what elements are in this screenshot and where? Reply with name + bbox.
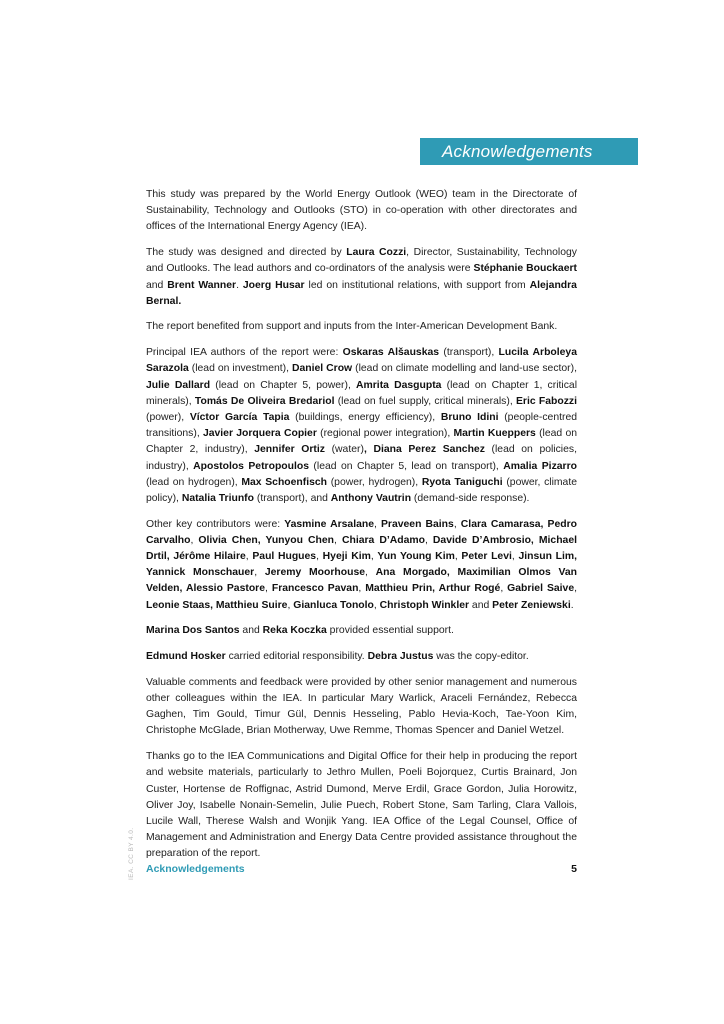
contributor-name: Brent Wanner (167, 279, 237, 291)
text-run: (demand-side response). (411, 492, 530, 504)
text-run: , (245, 551, 253, 563)
text-run: , (511, 551, 519, 563)
text-run: Other key contributors were: (146, 518, 285, 530)
text-run: , (287, 599, 294, 611)
text-run: (transport), and (253, 492, 331, 504)
contributor-name: Hyeji Kim (322, 551, 371, 563)
footer-section-title: Acknowledgements (146, 863, 245, 875)
text-run: , (365, 567, 376, 579)
contributor-name: Peter Zeniewski (492, 599, 571, 611)
text-run: (lead on climate modelling and land-use sector), (352, 363, 577, 375)
text-run: Valuable comments and feedback were provided by other senior management and numerous other colleagues within the IEA. In particular Mary Warlick, Araceli Fernández, Rebecca Gaghen, Tim Gould, Timur Gül, Dennis Hesseling, Pablo Hevia-Koch, Tae-Yoon Kim, Christophe McGlade, Brian Motherway, Uwe Remme, Thomas Spencer and Daniel Wetzel. (146, 676, 577, 737)
text-run: (lead on Chapter 5, power), (210, 379, 357, 391)
text-run: . (570, 599, 574, 611)
text-run: (lead on investment), (188, 363, 292, 375)
contributor-name: Ana Morgado, Maximilian Olmos Van Velden, Alessio Pastore (146, 567, 577, 595)
text-run: (power), (146, 411, 190, 423)
contributor-name: Amrita Dasgupta (356, 379, 442, 391)
text-run: The report benefited from support and inputs from the Inter-American Development Bank. (146, 321, 558, 333)
contributor-name: Debra Justus (367, 651, 434, 663)
text-run: led on institutional relations, with support from (304, 279, 530, 291)
contributor-name: Matthieu Prin, Arthur Rogé (365, 583, 501, 595)
contributor-name: Davide D’Ambrosio, Michael Drtil, Jérôme Hilaire (146, 534, 577, 563)
contributor-name: Max Schoenfisch (241, 476, 328, 488)
contributor-name: Laura Cozzi (346, 247, 407, 259)
text-run: , (358, 583, 366, 595)
contributor-name: Natalia Triunfo (181, 492, 254, 504)
text-run: , (254, 567, 265, 579)
paragraph (146, 319, 577, 335)
contributor-name: Jennifer Ortiz (254, 444, 325, 456)
text-run: , (574, 583, 577, 595)
text-run: and (146, 279, 168, 291)
paragraph (146, 517, 577, 614)
paragraph (146, 187, 577, 236)
contributor-name: Peter Levi (461, 551, 512, 563)
contributor-name: Julie Dallard (146, 379, 211, 391)
contributor-name: Martin Kueppers (453, 428, 536, 440)
contributor-name: Francesco Pavan (271, 583, 359, 595)
text-run: , (265, 583, 272, 595)
contributor-name: Jeremy Moorhouse (264, 567, 366, 579)
text-run: (water) (324, 444, 364, 456)
contributor-name: Anthony Vautrin (330, 492, 412, 504)
text-run: Thanks go to the IEA Communications and Digital Office for their help in producing the report and website materials, particularly to Jethro Mullen, Poeli Bojorquez, Curtis Brainard, Jon Custer, Hortense de Roffignac, Astrid Dumond, Merve Erdil, Grace Gordon, Julia Horowitz, Oliver Joy, Isabelle Nonain-Semelin, Julie Puech, Robert Stone, Sam Tarling, Clara Vallois, Lucile Wall, Therese Walsh and Wonjik Yang. IEA Office of the Legal Counsel, Office of Management and Administration and Energy Data Centre provided assistance throughout the preparation of the report. (146, 751, 577, 860)
body-text (146, 187, 577, 872)
contributor-name: Paul Hugues (252, 551, 317, 563)
contributor-name: Amalia Pizarro (503, 460, 577, 472)
contributor-name: Jinsun Lim, Yannick Monschauer (146, 551, 577, 579)
text-run: , (370, 551, 378, 563)
text-run: and (239, 625, 263, 637)
paragraph (146, 245, 577, 310)
text-run: (lead on Chapter 1, critical minerals), (146, 379, 578, 407)
contributor-name: Joerg Husar (242, 279, 305, 291)
contributor-name: Javier Jorquera Copier (202, 428, 317, 440)
contributor-name: Leonie Staas, Matthieu Suire (146, 599, 288, 611)
text-run: , (453, 518, 461, 530)
text-run: (lead on fuel supply, critical minerals), (334, 395, 516, 407)
contributor-name: Ryota Taniguchi (421, 476, 503, 488)
contributor-name: Apostolos Petropoulos (193, 460, 309, 472)
text-run: , (374, 518, 381, 530)
contributor-name: , Diana Perez Sanchez (363, 444, 485, 456)
contributor-name: Gianluca Tonolo (293, 599, 374, 611)
text-run: , (190, 534, 199, 546)
text-run: and (469, 599, 493, 611)
license-watermark: IEA. CC BY 4.0. (128, 827, 135, 880)
text-run: (lead on Chapter 2, industry), (146, 428, 578, 456)
contributor-name: Marina Dos Santos (146, 625, 240, 637)
text-run: provided essential support. (326, 625, 454, 637)
contributor-name: Eric Fabozzi (516, 395, 578, 407)
text-run: (lead on Chapter 5, lead on transport), (309, 460, 504, 472)
text-run: (transport), (439, 347, 499, 359)
paragraph (146, 623, 577, 639)
text-run: , (373, 599, 380, 611)
contributor-name: Gabriel Saive (507, 583, 575, 595)
paragraph (146, 675, 577, 740)
contributor-name: Yasmine Arsalane (284, 518, 374, 530)
text-run: (power, climate policy), (146, 476, 577, 504)
contributor-name: Stéphanie Bouckaert (473, 263, 577, 275)
text-run: carried editorial responsibility. (225, 651, 368, 663)
text-run: (regional power integration), (316, 428, 454, 440)
text-run: (lead on policies, industry), (146, 444, 577, 472)
text-run: (buildings, energy efficiency), (289, 411, 441, 423)
text-run: was the copy-editor. (433, 651, 529, 663)
text-run: . (236, 279, 243, 291)
text-run: This study was prepared by the World Energy Outlook (WEO) team in the Directorate of Sustainability, Technology and Outlooks (STO) in co-operation with other directorates and offices of the International Energy Agency (IEA). (146, 189, 577, 233)
text-run: , (334, 534, 342, 546)
text-run: , (500, 583, 508, 595)
contributor-name: Bruno Idini (440, 411, 499, 423)
chapter-title: Acknowledgements (442, 142, 593, 161)
contributor-name: Praveen Bains (380, 518, 454, 530)
contributor-name: Tomás De Oliveira Bredariol (194, 395, 335, 407)
text-run: Principal IEA authors of the report were: (146, 347, 343, 359)
contributor-name: Víctor García Tapia (189, 411, 290, 423)
contributor-name: Reka Koczka (262, 625, 327, 637)
contributor-name: Daniel Crow (291, 363, 353, 375)
text-run: The study was designed and directed by (146, 247, 347, 259)
text-run: (lead on hydrogen), (146, 476, 242, 488)
text-run: , (424, 534, 433, 546)
paragraph (146, 345, 577, 507)
text-run: (people-centred transitions), (146, 411, 578, 440)
contributor-name: Clara Camarasa, Pedro Carvalho (146, 518, 577, 546)
text-run: , Director, Sustainability, Technology and Outlooks. The lead authors and co-ordinators of the analysis were (146, 247, 577, 275)
contributor-name: Chiara D’Adamo (341, 534, 425, 546)
contributor-name: Christoph Winkler (379, 599, 470, 611)
text-run: , (454, 551, 462, 563)
text-run: , (316, 551, 323, 563)
contributor-name: Lucila Arboleya Sarazola (146, 347, 577, 375)
contributor-name: Yun Young Kim (377, 551, 455, 563)
contributor-name: Alejandra Bernal. (146, 279, 577, 307)
contributor-name: Oskaras Alšauskas (342, 347, 440, 359)
text-run: (power, hydrogen), (327, 476, 422, 488)
chapter-header-bar (420, 138, 638, 165)
contributor-name: Olivia Chen, Yunyou Chen (198, 534, 335, 546)
page-number: 5 (571, 863, 577, 875)
paragraph (146, 649, 577, 665)
paragraph (146, 749, 577, 862)
contributor-name: Edmund Hosker (146, 651, 226, 663)
